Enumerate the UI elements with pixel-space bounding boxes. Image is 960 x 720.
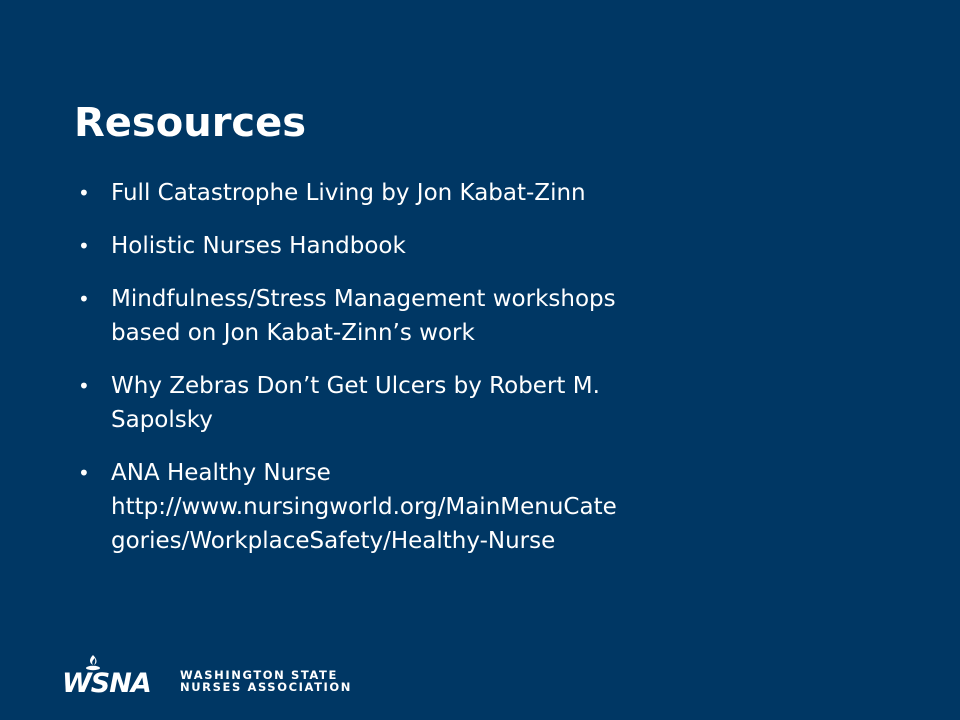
list-item	[78, 369, 738, 437]
bullet-icon: •	[78, 234, 90, 258]
list-item-link: gories/WorkplaceSafety/Healthy-Nurse	[111, 528, 556, 554]
list-item-text: ANA Healthy Nurse	[111, 460, 331, 486]
list-item-link: http://www.nursingworld.org/MainMenuCate	[111, 494, 617, 520]
bullet-icon: •	[78, 461, 90, 485]
logo-wordmark	[180, 669, 352, 693]
list-item-text: Full Catastrophe Living by Jon Kabat-Zinn	[111, 180, 586, 206]
bullet-icon: •	[78, 374, 90, 398]
logo-line-2: NURSES ASSOCIATION	[180, 680, 353, 694]
list-item-text: Why Zebras Don’t Get Ulcers by Robert M.	[111, 373, 600, 399]
logo-mark-text: WSNA	[62, 668, 151, 696]
list-item-text: Holistic Nurses Handbook	[111, 233, 406, 259]
list-item-text: based on Jon Kabat-Zinn’s work	[111, 320, 475, 346]
list-item	[78, 456, 738, 558]
list-item-text: Sapolsky	[111, 407, 213, 433]
logo-line-1: WASHINGTON STATE	[180, 668, 338, 682]
resource-list	[78, 176, 738, 577]
slide-title: Resources	[74, 100, 307, 146]
list-item	[78, 229, 738, 263]
bullet-icon: •	[78, 181, 90, 205]
wsna-logo-mark	[62, 654, 174, 696]
bullet-icon: •	[78, 287, 90, 311]
list-item	[78, 282, 738, 350]
list-item-text: Mindfulness/Stress Management workshops	[111, 286, 616, 312]
list-item	[78, 176, 738, 210]
